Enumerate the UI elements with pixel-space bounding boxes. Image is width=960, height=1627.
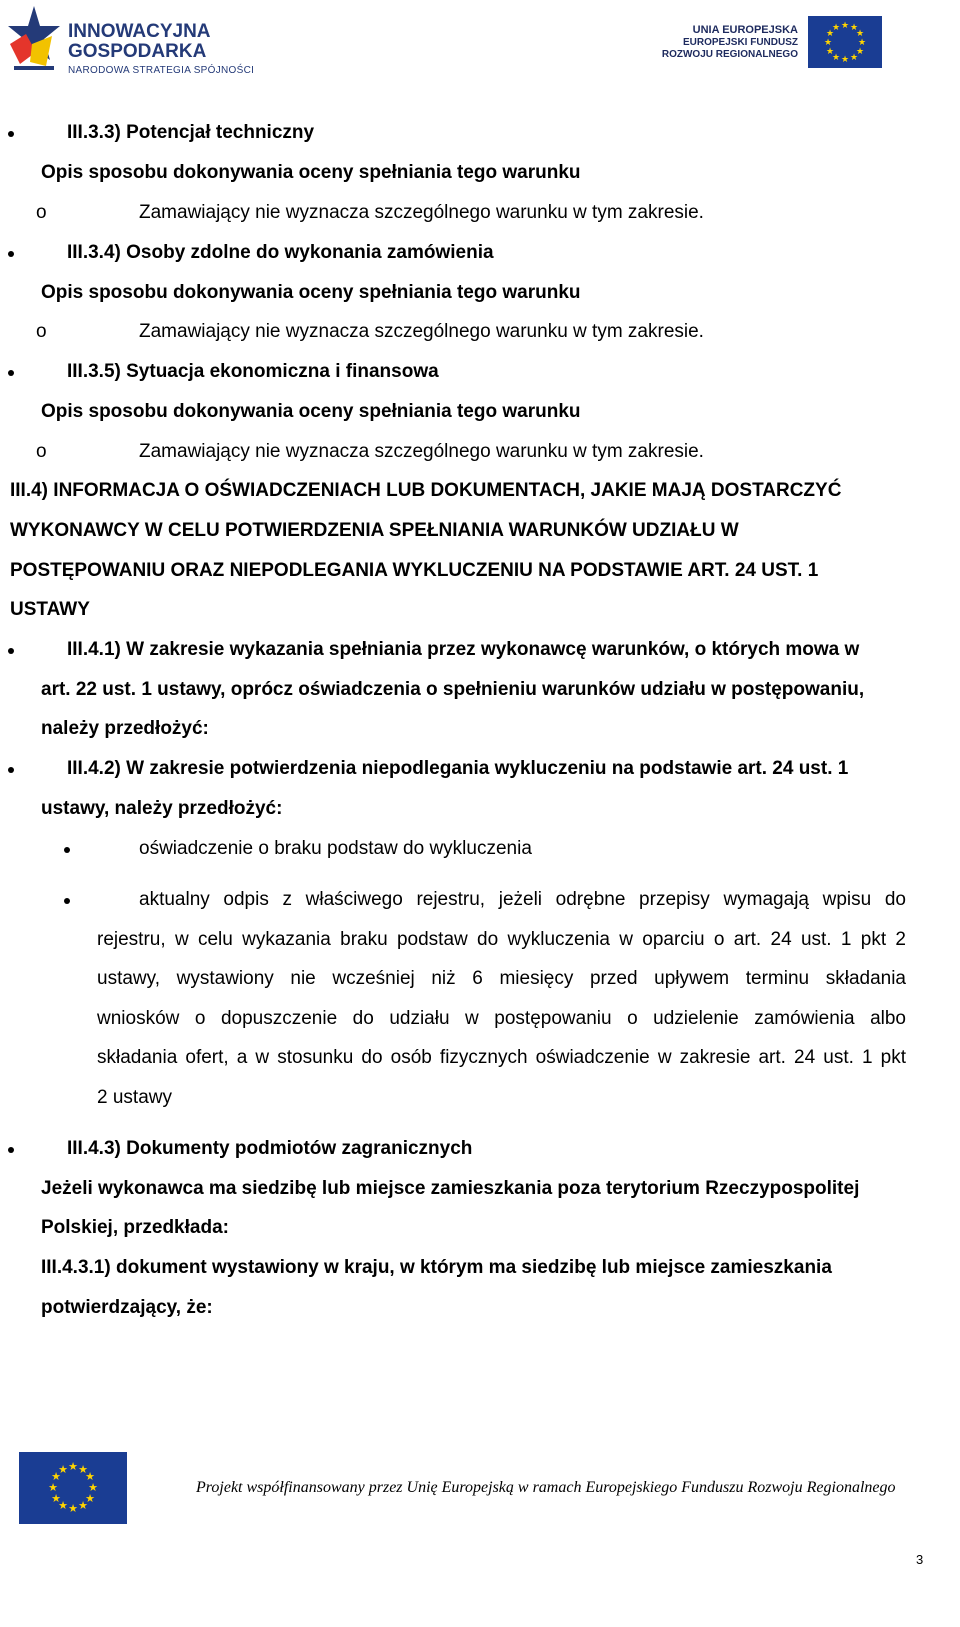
bullet [8,251,14,257]
circle-bullet: o [36,321,47,342]
svg-text:★: ★ [831,52,841,62]
section-iii-4-2-line1: III.4.2) W zakresie potwierdzenia niepodlegania wykluczeniu na podstawie art. 24 ust. 1 [67,758,849,779]
svg-text:★: ★ [840,20,850,30]
eu-logo-line2: EUROPEJSKI FUNDUSZ [682,37,798,48]
condition-item: Zamawiający nie wyznacza szczególnego warunku w tym zakresie. [139,321,704,342]
document-item-line: aktualny odpis z właściwego rejestru, jeżeli odrębne przepisy wymagają wpisu do [139,889,906,910]
circle-bullet: o [36,441,47,462]
bullet [64,847,70,853]
section-heading-iii-3-5: III.3.5) Sytuacja ekonomiczna i finansowa [67,361,439,382]
eu-logo-line3: ROZWOJU REGIONALNEGO [661,49,798,60]
section-heading-iii-4-line3: POSTĘPOWANIU ORAZ NIEPODLEGANIA WYKLUCZENIU NA PODSTAWIE ART. 24 UST. 1 [10,560,819,581]
innowacyjna-gospodarka-logo [6,4,255,80]
svg-text:★: ★ [51,1493,61,1505]
section-heading-iii-4-line2: WYKONAWCY W CELU POTWIERDZENIA SPEŁNIANIA WARUNKÓW UDZIAŁU W [10,520,739,541]
document-item: oświadczenie o braku podstaw do wykluczenia [139,838,532,859]
svg-text:★: ★ [88,1482,98,1494]
svg-text:★: ★ [78,1464,88,1476]
svg-text:★: ★ [831,22,841,32]
svg-text:★: ★ [51,1471,61,1483]
assessment-description: Opis sposobu dokonywania oceny spełniania tego warunku [41,401,581,422]
bullet [8,1147,14,1153]
svg-text:★: ★ [857,37,867,47]
svg-text:★: ★ [855,46,865,56]
section-iii-4-3-line2: Polskiej, przedkłada: [41,1217,229,1238]
bullet [8,648,14,654]
svg-text:★: ★ [849,22,859,32]
logo-line3: NARODOWA STRATEGIA SPÓJNOŚCI [68,65,255,76]
section-heading-iii-3-4: III.3.4) Osoby zdolne do wykonania zamówienia [67,242,494,263]
section-iii-4-3-line1: Jeżeli wykonawca ma siedzibę lub miejsce zamieszkania poza terytorium Rzeczypospolitej [41,1178,860,1199]
svg-text:★: ★ [85,1471,95,1483]
condition-item: Zamawiający nie wyznacza szczególnego warunku w tym zakresie. [139,202,704,223]
star-logo-icon [6,4,62,76]
svg-text:★: ★ [825,28,835,38]
svg-text:★: ★ [823,37,833,47]
document-item-line: ustawy, wystawiony nie wcześniej niż 6 miesięcy przed upływem terminu składania [97,968,906,989]
section-heading-iii-3-3: III.3.3) Potencjał techniczny [67,122,315,143]
section-iii-4-1-line1: III.4.1) W zakresie wykazania spełniania przez wykonawcę warunków, o których mowa w [67,639,860,660]
document-item-line: 2 ustawy [97,1087,172,1108]
svg-text:★: ★ [58,1464,68,1476]
document-item-line: wniosków o dopuszczenie do udziału w postępowaniu o udzielenie zamówienia albo [97,1008,906,1029]
section-iii-4-1-line2: art. 22 ust. 1 ustawy, oprócz oświadczenia o spełnieniu warunków udziału w postępowaniu, [41,679,865,700]
svg-text:★: ★ [68,1461,78,1473]
section-heading-iii-4-3: III.4.3) Dokumenty podmiotów zagranicznych [67,1138,473,1159]
svg-text:★: ★ [849,52,859,62]
logo-line1: INNOWACYJNA [68,21,211,42]
svg-text:★: ★ [68,1503,78,1515]
svg-text:★: ★ [58,1500,68,1512]
logo-line2: GOSPODARKA [68,41,207,62]
eu-logo-line1: UNIA EUROPEJSKA [692,24,798,36]
bullet [8,131,14,137]
svg-text:★: ★ [825,46,835,56]
section-heading-iii-4-line4: USTAWY [10,599,90,620]
document-item-line: rejestru, w celu wykazania braku podstaw do wykluczenia w oparciu o art. 24 ust. 1 pkt 2 [97,929,906,950]
document-item-line: składania ofert, a w stosunku do osób fizycznych oświadczenie w zakresie art. 24 ust. 1 pkt [97,1047,906,1068]
svg-text:★: ★ [855,28,865,38]
svg-text:★: ★ [48,1482,58,1494]
section-heading-iii-4-line1: III.4) INFORMACJA O OŚWIADCZENIACH LUB DOKUMENTACH, JAKIE MAJĄ DOSTARCZYĆ [10,480,842,501]
svg-text:★: ★ [78,1500,88,1512]
footer-cofinancing-text: Projekt współfinansowany przez Unię Europejską w ramach Europejskiego Funduszu Rozwoju Regionalnego [196,1479,896,1496]
assessment-description: Opis sposobu dokonywania oceny spełniania tego warunku [41,282,581,303]
bullet [8,767,14,773]
assessment-description: Opis sposobu dokonywania oceny spełniania tego warunku [41,162,581,183]
section-iii-4-3-1-line1: III.4.3.1) dokument wystawiony w kraju, w którym ma siedzibę lub miejsce zamieszkania [41,1257,832,1278]
eu-flag-footer-icon [19,1452,127,1524]
svg-text:★: ★ [85,1493,95,1505]
bullet [64,898,70,904]
eu-flag-icon [808,16,882,68]
page-number: 3 [916,1552,924,1567]
circle-bullet: o [36,202,47,223]
section-iii-4-1-line3: należy przedłożyć: [41,718,209,739]
condition-item: Zamawiający nie wyznacza szczególnego warunku w tym zakresie. [139,441,704,462]
bullet [8,370,14,376]
svg-text:★: ★ [840,54,850,64]
section-iii-4-3-1-line2: potwierdzający, że: [41,1297,213,1318]
section-iii-4-2-line2: ustawy, należy przedłożyć: [41,798,283,819]
